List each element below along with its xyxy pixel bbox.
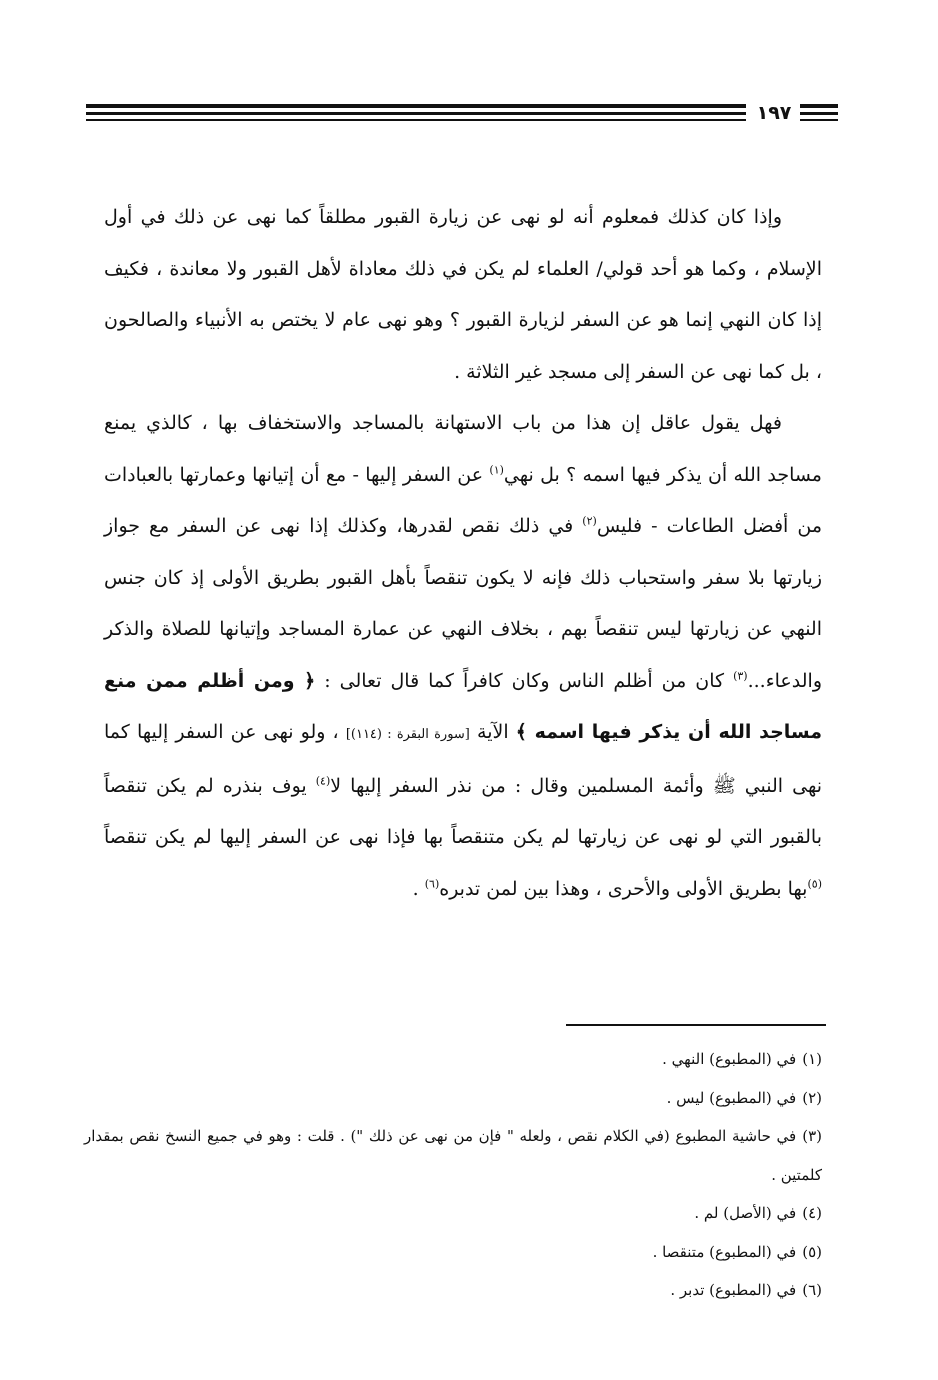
footnote-separator — [566, 1024, 826, 1026]
page-header — [86, 96, 838, 132]
footnote-number: (٥) — [802, 1242, 822, 1261]
main-text — [104, 192, 822, 915]
footnote-ref-3: (٣) — [733, 669, 748, 683]
header-rule — [86, 119, 746, 121]
footnote-number: (٣) — [802, 1127, 822, 1145]
header-rule — [800, 119, 838, 121]
text-run: فهل يقول عاقل إن هذا من باب الاستهانة بالمساجد والاستخفاف بها ، كالذي يمنع مساجد الله أن يذكر فيها اسمه ؟ بل نهي — [104, 412, 822, 486]
footnote-text: في (المطبوع) تدبر . — [670, 1281, 797, 1299]
paragraph-1: وإذا كان كذلك فمعلوم أنه لو نهى عن زيارة القبور مطلقاً كما نهى عن ذلك في أول الإسلام ، وكما هو أحد قولي/ العلماء لم يكن في ذلك معاداة لأهل القبور ولا معاندة ، فكيف إذا كان النهي إنما هو عن السفر لزيارة القبور ؟ وهو نهى عام لا يختص به الأنبياء والصالحون ، بل كما نهى عن السفر إلى مسجد غير الثلاثة . — [104, 206, 822, 383]
footnote-number: (٦) — [802, 1281, 822, 1299]
footnote-text: في (المطبوع) متنقصا . — [652, 1242, 797, 1261]
text-run: بها بطريق الأولى والأحرى ، وهذا بين لمن تدبره — [439, 877, 808, 900]
footnote-ref-5: (٥) — [807, 877, 822, 891]
text-run: كان من أظلم الناس وكان كافراً كما قال تعالى : — [315, 669, 734, 692]
footnote-number: (٢) — [802, 1088, 822, 1107]
footnote-number: (١) — [802, 1050, 822, 1068]
footnote-2 — [84, 1079, 822, 1118]
footnote-3 — [84, 1117, 822, 1194]
page-number: ١٩٧ — [756, 102, 792, 124]
text-run: يوف بنذره لم يكن تنقصاً بالقبور التي لو نهى عن زيارتها لم يكن متنقصاً بها فإذا نهى عن السفر إليها لم يكن تنقصاً — [104, 774, 822, 848]
text-run: في ذلك نقص لقدرها، وكذلك إذا نهى عن السفر مع جواز زيارتها بلا سفر واستحباب ذلك فإنه لا يكون تنقصاً بأهل القبور بطريق الأولى إذ كان جنس النهي عن زيارتها ليس تنقصاً بهم ، بخلاف النهي عن عمارة المساجد وإتيانها للصلاة والذكر والدعاء... — [104, 515, 822, 692]
text-run: . — [412, 877, 425, 900]
quran-verse: ﴿ ومن أظلم ممن منع مساجد الله أن يذكر فيها اسمه ﴾ — [104, 669, 822, 743]
footnote-5 — [84, 1233, 822, 1272]
text-run: ، ولو نهى عن السفر إليها كما نهى النبي ﷺ وأئمة المسلمين وقال : من نذر السفر إليها لا — [104, 721, 823, 797]
text-run: الآية — [469, 721, 516, 743]
footnote-4 — [84, 1194, 822, 1233]
header-rule — [86, 112, 746, 115]
header-rule — [800, 104, 838, 108]
surah-reference: [سورة البقرة : (١١٤)] — [345, 727, 470, 742]
text-run: عن السفر إليها - مع أن إتيانها وعمارتها بالعبادات من أفضل الطاعات - فليس — [104, 463, 823, 537]
footnote-ref-1: (١) — [489, 463, 504, 477]
footnote-ref-2: (٢) — [582, 514, 597, 528]
paragraph-2 — [104, 398, 822, 915]
footnote-6 — [84, 1271, 822, 1310]
footnote-text: في (المطبوع) النهي . — [662, 1050, 797, 1068]
footnotes — [84, 1040, 822, 1310]
footnote-1 — [84, 1040, 822, 1079]
header-rule — [86, 104, 746, 108]
footnote-text: في (المطبوع) ليس . — [666, 1088, 797, 1107]
footnote-number: (٤) — [802, 1204, 822, 1222]
footnote-text: في (الأصل) لم . — [694, 1204, 797, 1222]
header-rule — [800, 112, 838, 115]
footnote-ref-4: (٤) — [315, 774, 331, 788]
footnote-ref-6: (٦) — [424, 877, 440, 891]
footnote-text: في حاشية المطبوع (في الكلام نقص ، ولعله " فإن من نهى عن ذلك ") . قلت : وهو في جميع النسخ نقص بمقدار كلمتين . — [84, 1127, 822, 1184]
